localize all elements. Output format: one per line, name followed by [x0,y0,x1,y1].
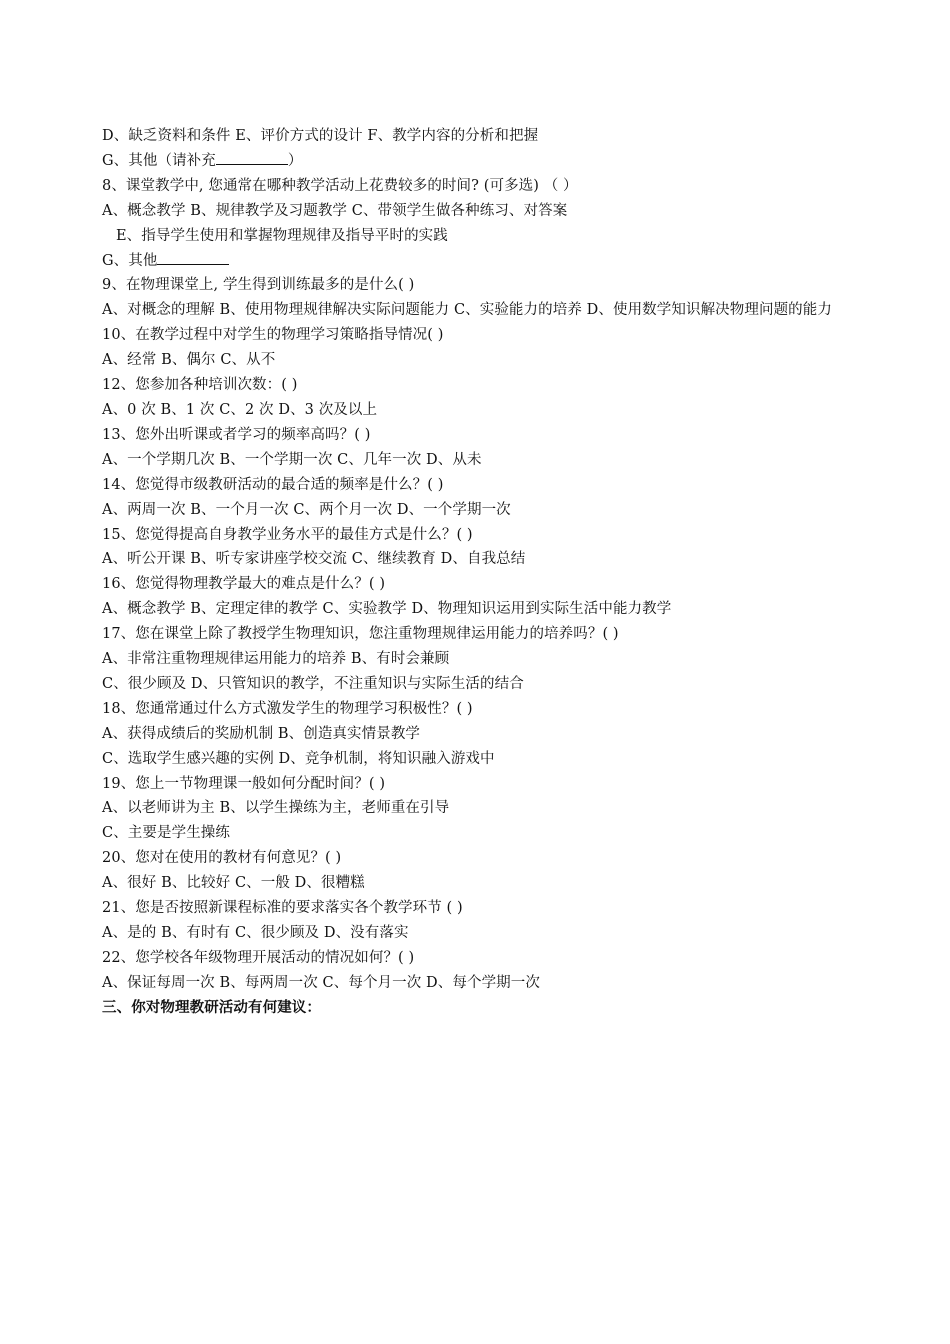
questionnaire-body [102,124,872,1021]
question-8-option-g [102,249,872,274]
question-14-options: A、两周一次 B、一个月一次 C、两个月一次 D、一个学期一次 [102,501,511,518]
question-17-options-c-d: C、很少顾及 D、只管知识的教学，不注重知识与实际生活的结合 [102,675,524,692]
question-19: 19、您上一节物理课一般如何分配时间？( ) [102,775,386,792]
question-9-options: A、对概念的理解 B、使用物理规律解决实际问题能力 C、实验能力的培养 D、使用数学知识解决物理问题的能力 [102,302,832,319]
question-19-options-a-b: A、以老师讲为主 B、以学生操练为主，老师重在引导 [102,800,450,817]
question-22-options: A、保证每周一次 B、每两周一次 C、每个月一次 D、每个学期一次 [102,974,540,991]
question-10-options: A、经常 B、偶尔 C、从不 [102,352,276,369]
question-7-option-g [102,149,872,174]
question-7-options-d-f: D、缺乏资料和条件 E、评价方式的设计 F、教学内容的分析和把握 [102,128,539,144]
question-8: 8、课堂教学中, 您通常在哪种教学活动上花费较多的时间? (可多选) （ ） [102,177,578,194]
question-21-options: A、是的 B、有时有 C、很少顾及 D、没有落实 [102,925,409,941]
fill-in-blank [157,250,229,265]
question-13-options: A、一个学期几次 B、一个学期一次 C、几年一次 D、从未 [102,451,482,468]
question-12-options: A、0 次 B、1 次 C、2 次 D、3 次及以上 [102,401,378,418]
question-20-options: A、很好 B、比较好 C、一般 D、很糟糕 [102,875,365,892]
question-17-options-a-b: A、非常注重物理规律运用能力的培养 B、有时会兼顾 [102,651,450,668]
option-g-close: ） [287,152,303,169]
question-16: 16、您觉得物理教学最大的难点是什么？( ) [102,576,386,593]
question-19-option-c: C、主要是学生操练 [102,825,230,842]
section-three-heading: 三、你对物理教研活动有何建议： [102,998,321,1016]
question-15-options: A、听公开课 B、听专家讲座学校交流 C、继续教育 D、自我总结 [102,551,526,568]
question-13: 13、您外出听课或者学习的频率高吗？( ) [102,426,371,443]
question-15: 15、您觉得提高自身教学业务水平的最佳方式是什么？( ) [102,526,473,543]
question-8-option-e: E、指导学生使用和掌握物理规律及指导平时的实践 [116,227,448,244]
question-18-options-a-b: A、获得成绩后的奖励机制 B、创造真实情景教学 [102,725,421,742]
question-16-options: A、概念教学 B、定理定律的教学 C、实验教学 D、物理知识运用到实际生活中能力教学 [102,601,672,618]
fill-in-blank [216,150,288,165]
option-g-label: G、其他（请补充 [102,152,216,169]
question-17: 17、您在课堂上除了教授学生物理知识，您注重物理规律运用能力的培养吗？( ) [102,626,619,643]
question-21: 21、您是否按照新课程标准的要求落实各个教学环节 ( ) [102,900,463,917]
question-20: 20、您对在使用的教材有何意见？( ) [102,850,342,867]
question-8-options-a-c: A、概念教学 B、规律教学及习题教学 C、带领学生做各种练习、对答案 [102,202,568,219]
question-18-options-c-d: C、选取学生感兴趣的实例 D、竞争机制，将知识融入游戏中 [102,750,495,767]
question-18: 18、您通常通过什么方式激发学生的物理学习积极性？( ) [102,700,473,717]
question-9: 9、在物理课堂上, 学生得到训练最多的是什么( ) [102,277,415,294]
question-22: 22、您学校各年级物理开展活动的情况如何？( ) [102,949,415,966]
question-14: 14、您觉得市级教研活动的最合适的频率是什么？( ) [102,476,444,493]
option-g-label: G、其他 [102,252,158,269]
question-10: 10、在教学过程中对学生的物理学习策略指导情况( ) [102,327,444,344]
question-12: 12、您参加各种培训次数：( ) [102,377,298,394]
